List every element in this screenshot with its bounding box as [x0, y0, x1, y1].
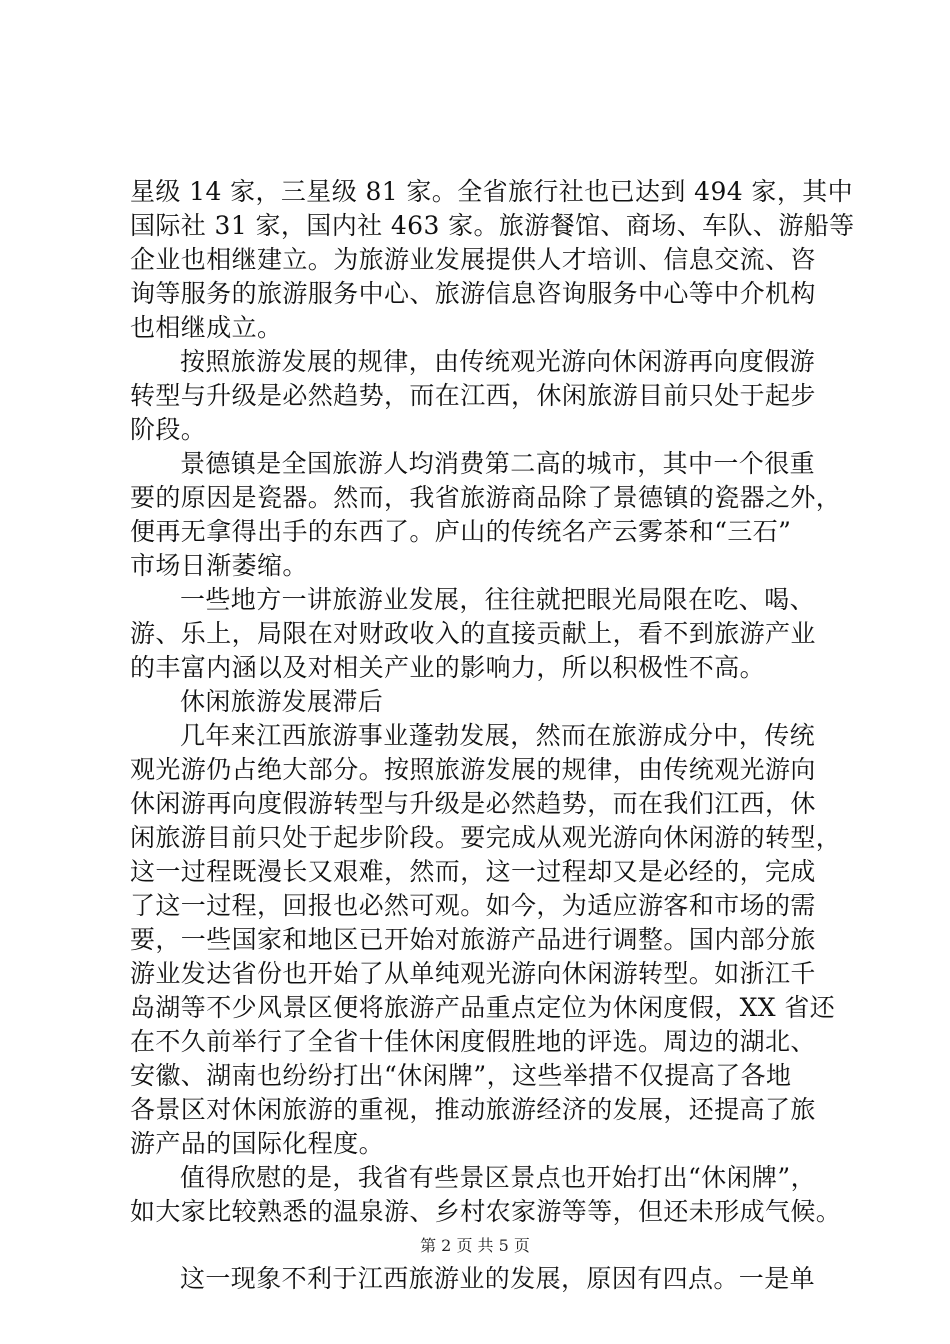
text-line: 休闲游再向度假游转型与升级是必然趋势，而在我们江西，休	[130, 789, 816, 818]
text-line: 游、乐上，局限在对财政收入的直接贡献上，看不到旅游产业	[130, 619, 816, 648]
text-line: 阶段。	[130, 415, 207, 444]
paragraph-first-line: 一些地方一讲旅游业发展，往往就把眼光局限在吃、喝、	[180, 585, 816, 614]
text-line: 了这一过程，回报也必然可观。如今，为适应游客和市场的需	[130, 891, 816, 920]
text-line: 游业发达省份也开始了从单纯观光游向休闲游转型。如浙江千	[130, 959, 816, 988]
text-line: 要的原因是瓷器。然而，我省旅游商品除了景德镇的瓷器之外，	[130, 483, 842, 512]
section-heading: 休闲旅游发展滞后	[180, 687, 384, 716]
paragraph-first-line: 景德镇是全国旅游人均消费第二高的城市，其中一个很重	[180, 449, 816, 478]
text-line: 企业也相继建立。为旅游业发展提供人才培训、信息交流、咨	[130, 245, 816, 274]
text-line: 游产品的国际化程度。	[130, 1129, 385, 1158]
document-body	[130, 175, 855, 1296]
text-line: 星级 14 家，三星级 81 家。全省旅行社也已达到 494 家，其中	[130, 177, 854, 206]
text-line: 观光游仍占绝大部分。按照旅游发展的规律，由传统观光游向	[130, 755, 816, 784]
text-line: 市场日渐萎缩。	[130, 551, 308, 580]
text-line: 转型与升级是必然趋势，而在江西，休闲旅游目前只处于起步	[130, 381, 816, 410]
text-line: 也相继成立。	[130, 313, 283, 342]
paragraph-first-line: 几年来江西旅游事业蓬勃发展，然而在旅游成分中，传统	[180, 721, 816, 750]
text-line: 如大家比较熟悉的温泉游、乡村农家游等等，但还未形成气候。	[130, 1197, 842, 1226]
text-line: 岛湖等不少风景区便将旅游产品重点定位为休闲度假，XX 省还	[130, 993, 836, 1022]
text-line: 各景区对休闲旅游的重视，推动旅游经济的发展，还提高了旅	[130, 1095, 816, 1124]
text-line: 要，一些国家和地区已开始对旅游产品进行调整。国内部分旅	[130, 925, 816, 954]
paragraph-first-line: 值得欣慰的是，我省有些景区景点也开始打出“休闲牌”，	[180, 1163, 816, 1192]
text-line: 国际社 31 家，国内社 463 家。旅游餐馆、商场、车队、游船等	[130, 211, 855, 240]
text-line: 这一过程既漫长又艰难，然而，这一过程却又是必经的，完成	[130, 857, 816, 886]
page-number-footer: 第 2 页 共 5 页	[420, 1236, 530, 1255]
text-line: 询等服务的旅游服务中心、旅游信息咨询服务中心等中介机构	[130, 279, 816, 308]
paragraph-first-line: 按照旅游发展的规律，由传统观光游向休闲游再向度假游	[180, 347, 816, 376]
text-line: 在不久前举行了全省十佳休闲度假胜地的评选。周边的湖北、	[130, 1027, 816, 1056]
text-line: 闲旅游目前只处于起步阶段。要完成从观光游向休闲游的转型，	[130, 823, 842, 852]
paragraph-first-line: 这一现象不利于江西旅游业的发展，原因有四点。一是单	[180, 1264, 816, 1293]
text-line: 的丰富内涵以及对相关产业的影响力，所以积极性不高。	[130, 653, 766, 682]
text-line: 安徽、湖南也纷纷打出“休闲牌”，这些举措不仅提高了各地	[130, 1061, 792, 1090]
text-line: 便再无拿得出手的东西了。庐山的传统名产云雾茶和“三石”	[130, 517, 792, 546]
